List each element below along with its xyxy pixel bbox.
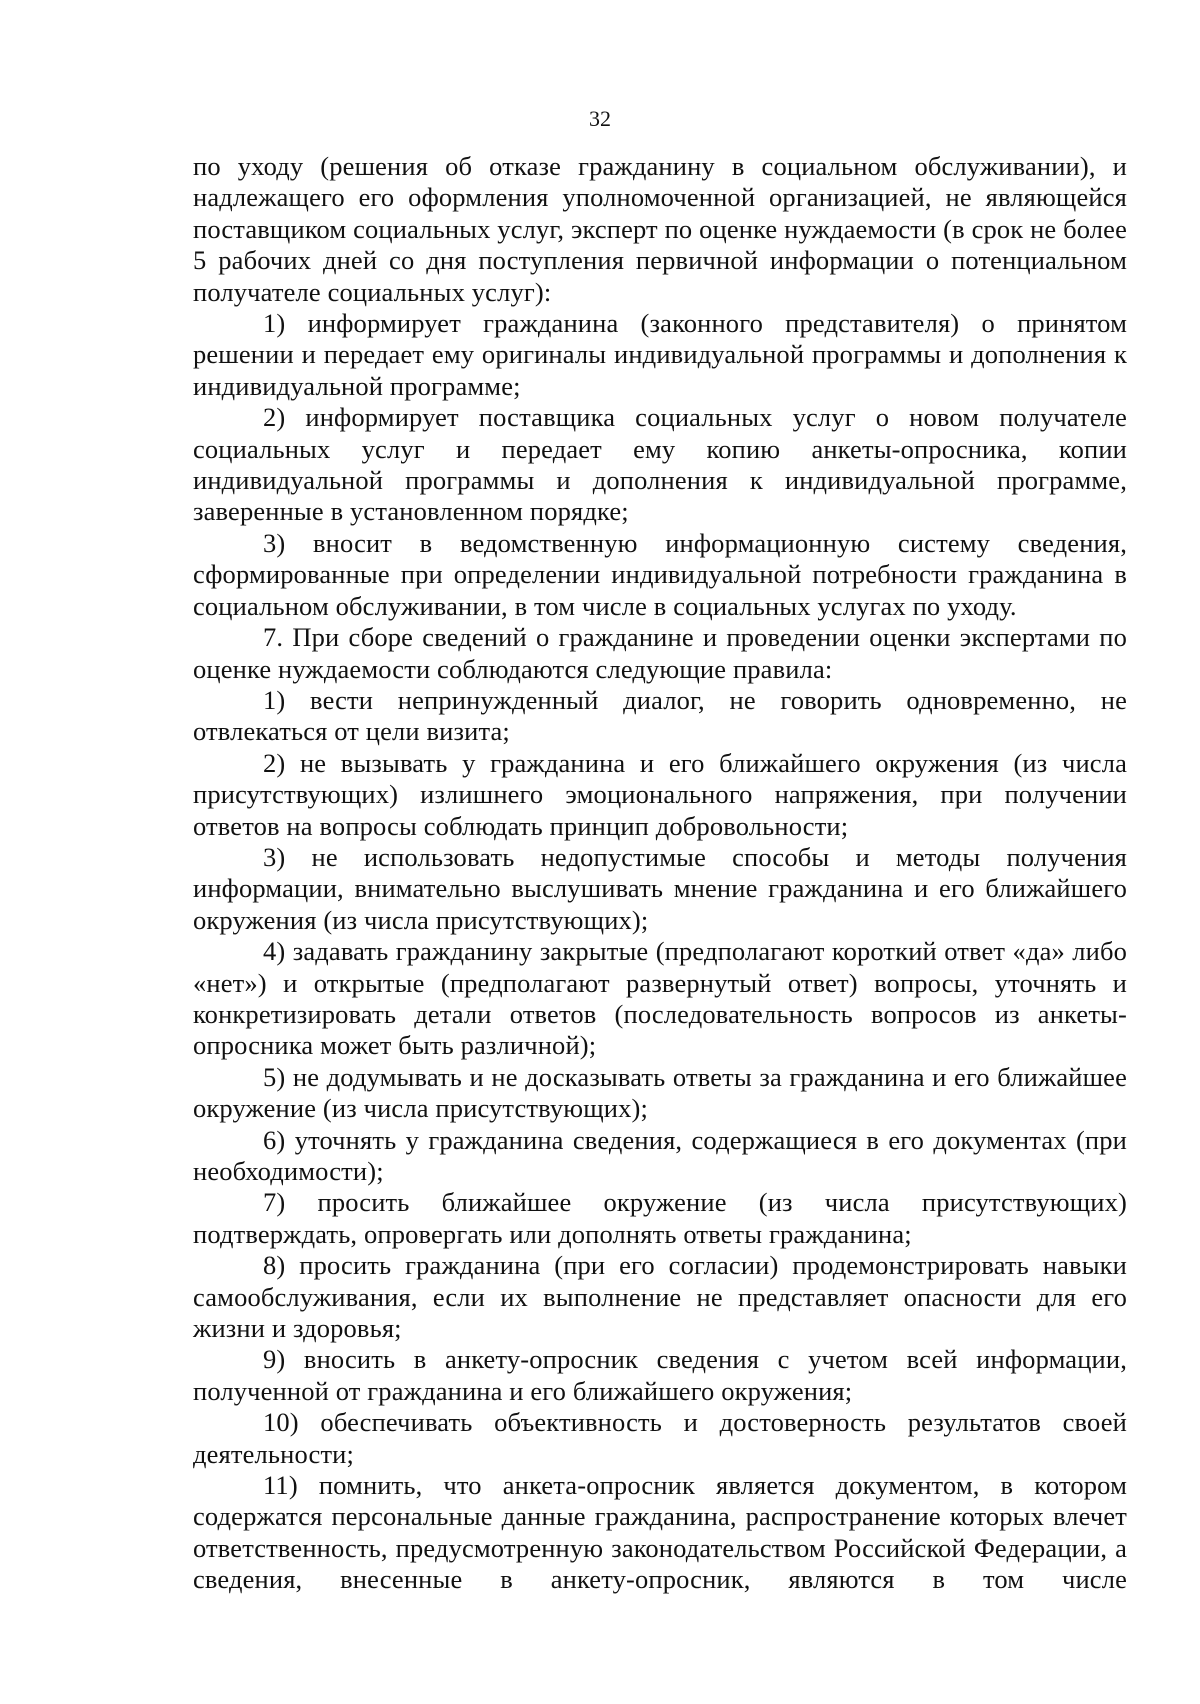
list-item: 8) просить гражданина (при его согласии) продемонстрировать навыки самообслуживания, если их выполнение не представляет опасности для его жизни и здоровья; <box>193 1250 1127 1344</box>
list-item: 10) обеспечивать объективность и достоверность результатов своей деятельности; <box>193 1407 1127 1469</box>
list-item: 3) вносит в ведомственную информационную систему сведения, сформированные при определении индивидуальной потребности гражданина в социальном обслуживании, в том числе в социальных услугах по уходу. <box>193 527 1127 621</box>
page-number: 32 <box>589 106 611 131</box>
list-item: 5) не додумывать и не досказывать ответы за гражданина и его ближайшее окружение (из числа присутствующих); <box>193 1061 1127 1124</box>
document-body <box>193 151 1127 1596</box>
list-item: 3) не использовать недопустимые способы и методы получения информации, внимательно выслушивать мнение гражданина и его ближайшего окружения (из числа присутствующих); <box>193 841 1127 935</box>
list-item: 2) информирует поставщика социальных услуг о новом получателе социальных услуг и передает ему копию анкеты-опросника, копии индивидуальной программы и дополнения к индивидуальной программе, заверенные в установленном порядке; <box>193 402 1127 527</box>
section-paragraph: 7. При сборе сведений о гражданине и проведении оценки экспертами по оценке нуждаемости соблюдаются следующие правила: <box>193 622 1127 684</box>
list-item: 4) задавать гражданину закрытые (предполагают короткий ответ «да» либо «нет») и открытые (предполагают развернутый ответ) вопросы, уточнять и конкретизировать детали ответов (последовательность вопросов из анкеты-опросника может быть различной); <box>193 936 1127 1061</box>
list-item: 11) помнить, что анкета-опросник является документом, в котором содержатся персональные данные гражданина, распространение которых влечет ответственность, предусмотренную законодательством Российской Федерации, а сведения, внесенные в анкету-опросник, являются в том числе <box>193 1470 1127 1595</box>
list-item: 9) вносить в анкету-опросник сведения с учетом всей информации, полученной от гражданина и его ближайшего окружения; <box>193 1344 1127 1406</box>
list-item: 6) уточнять у гражданина сведения, содержащиеся в его документах (при необходимости); <box>193 1124 1127 1186</box>
list-item: 7) просить ближайшее окружение (из числа присутствующих) подтверждать, опровергать или дополнять ответы гражданина; <box>193 1187 1127 1249</box>
list-item: 1) информирует гражданина (законного представителя) о принятом решении и передает ему оригиналы индивидуальной программы и дополнения к индивидуальной программе; <box>193 308 1127 401</box>
paragraph: по уходу (решения об отказе гражданину в социальном обслуживании), и надлежащего его оформления уполномоченной организацией, не являющейся поставщиком социальных услуг, эксперт по оценке нуждаемости (в срок не более 5 рабочих дней со дня поступления первичной информации о потенциальном получателе социальных услуг): <box>193 151 1127 307</box>
list-item: 2) не вызывать у гражданина и его ближайшего окружения (из числа присутствующих) излишнего эмоционального напряжения, при получении ответов на вопросы соблюдать принцип добровольности; <box>193 747 1127 841</box>
list-item: 1) вести непринужденный диалог, не говорить одновременно, не отвлекаться от цели визита; <box>193 684 1127 747</box>
